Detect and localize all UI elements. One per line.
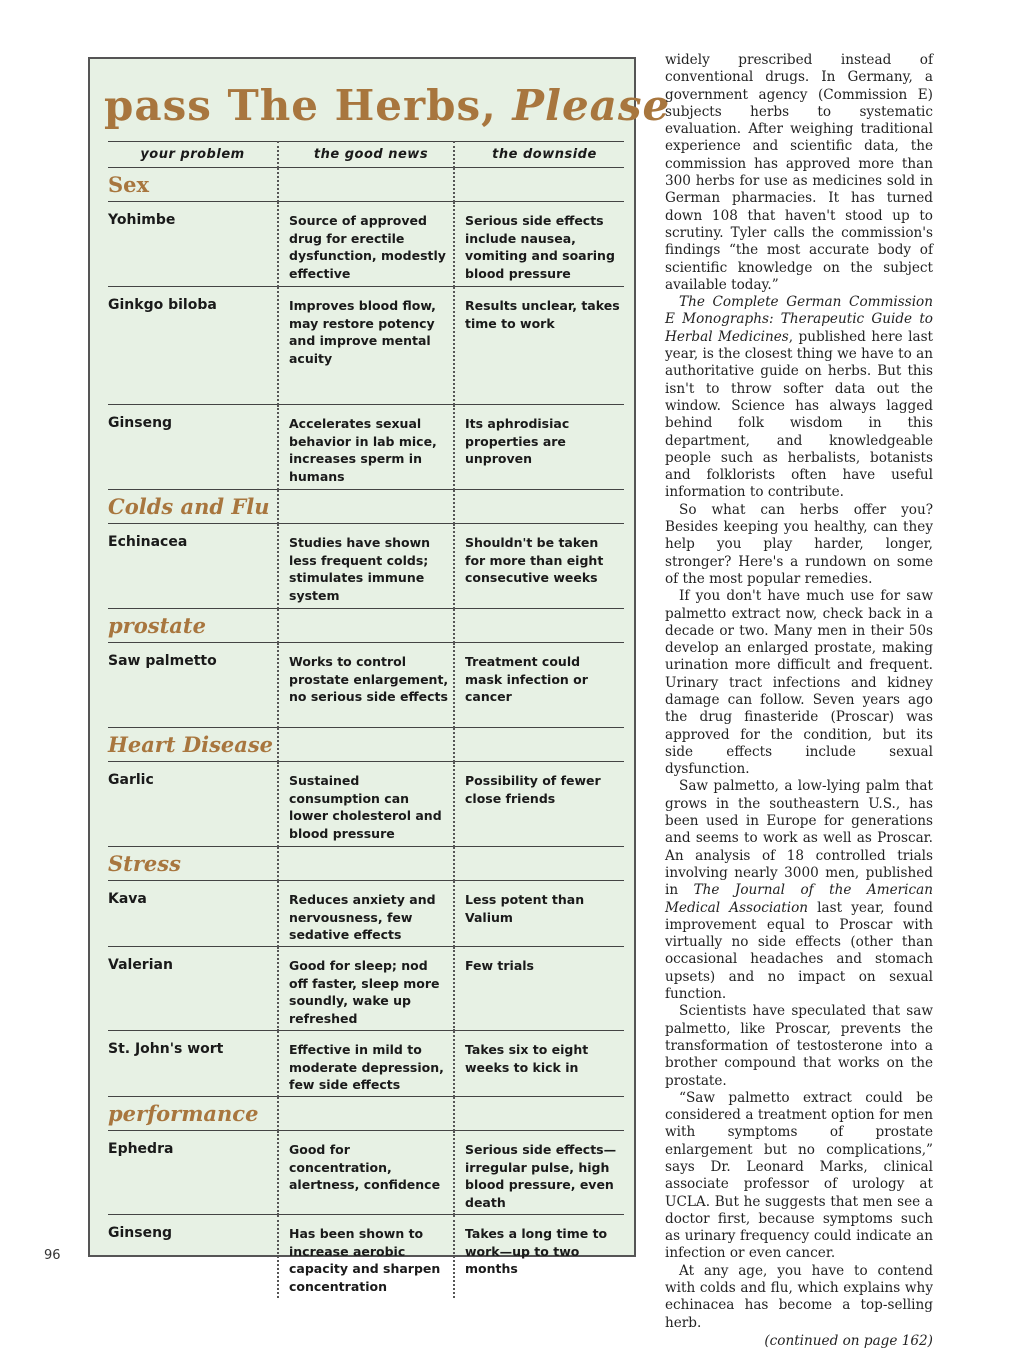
table-row (108, 1031, 624, 1097)
good-news-cell: Good for concentration, alertness, confidence (289, 1142, 441, 1192)
article-column (665, 52, 933, 1350)
herb-name: Saw palmetto (108, 653, 217, 669)
category-label: Colds and Flu (108, 494, 270, 519)
downside-cell: Results unclear, takes time to work (465, 298, 620, 331)
sidebar-title-main: pass The Herbs, (104, 81, 497, 130)
herb-name: Kava (108, 891, 147, 907)
article-paragraph (665, 294, 933, 502)
herb-name: Ginseng (108, 1225, 173, 1241)
good-news-cell: Studies have shown less frequent colds; stimulates immune system (289, 535, 431, 603)
journal-title: The Journal of the American Medical Association (665, 882, 933, 916)
category-row (108, 490, 624, 524)
table-row (108, 202, 624, 287)
article-paragraph: At any age, you have to contend with colds and flu, which explains why echinacea has become a top-selling herb. (665, 1262, 933, 1331)
continued-note: (continued on page 162) (764, 1332, 933, 1349)
article-paragraph: Saw palmetto, a low-lying palm that grows in the southeastern U.S., has been used in Europe for generations and seems to work as well as Proscar. An analysis of 18 controlled trials involving nearly 3000 men, published in The Journal of the American Medical Association last year, found improvement equal to Proscar with virtually no side effects (other than occasional headaches and stomach upsets) and no impact on sexual function. (665, 778, 933, 1003)
good-news-cell: Good for sleep; nod off faster, sleep more soundly, wake up refreshed (289, 958, 440, 1026)
article-paragraph: Scientists have speculated that saw palmetto, like Proscar, prevents the transformation of testosterone into a brother compound that works on the prostate. (665, 1003, 933, 1089)
good-news-cell: Effective in mild to moderate depression, few side effects (289, 1042, 444, 1092)
downside-cell: Few trials (465, 958, 534, 973)
header-good-news: the good news (313, 147, 429, 162)
good-news-cell: Source of approved drug for erectile dysfunction, modestly effective (289, 213, 446, 281)
article-paragraph: If you don't have much use for saw palmetto extract now, check back in a decade or two. Many men in their 50s develop an enlarged prostate, making urination more difficult and frequent. Urinary tract infections and kidney damage can follow. Seven years ago the drug finasteride (Proscar) was approved for the condition, but its side effects include sexual dysfunction. (665, 588, 933, 778)
herb-name: Garlic (108, 772, 154, 788)
category-row (108, 1097, 624, 1131)
good-news-cell: Improves blood flow, may restore potency and improve mental acuity (289, 298, 436, 366)
header-downside: the downside (492, 147, 597, 162)
table-row (108, 287, 624, 405)
downside-cell: Serious side effects—irregular pulse, high blood pressure, even death (465, 1142, 617, 1210)
sidebar-title-please: Please (496, 81, 671, 130)
downside-cell: Its aphrodisiac properties are unproven (465, 416, 570, 466)
category-row (108, 168, 624, 202)
downside-cell: Less potent than Valium (465, 892, 585, 925)
article-paragraph: widely prescribed instead of conventional drugs. In Germany, a government agency (Commission E) subjects herbs to systematic evaluation. After weighing traditional experience and scientific data, the commission has approved more than 300 herbs for use as medicines sold in German pharmacies. It has turned down 108 that haven't stood up to scrutiny. Tyler calls the commission's findings “the most accurate body of scientific knowledge on the subject available today.” (665, 52, 933, 293)
good-news-cell: Accelerates sexual behavior in lab mice, increases sperm in humans (289, 416, 437, 484)
downside-cell: Takes six to eight weeks to kick in (465, 1042, 589, 1075)
article-paragraph: So what can herbs offer you? Besides keeping you healthy, can they help you play harder, longer, stronger? Here's a rundown on some of the most popular remedies. (665, 501, 933, 587)
table-row (108, 643, 624, 728)
table-header-row (108, 142, 624, 168)
paragraph-rest: , published here last year, is the closest thing we have to an authoritative guide on herbs. But this isn't to throw softer data out the window. Science has always lagged behind folk wisdom in this department, and knowledgeable people such as herbalists, botanists and folklorists often have useful information to contribute. (665, 328, 934, 501)
category-row (108, 847, 624, 881)
downside-cell: Treatment could mask infection or cancer (465, 654, 588, 704)
good-news-cell: Works to control prostate enlargement, no serious side effects (289, 654, 449, 704)
page-number: 96 (44, 1248, 61, 1263)
herb-name: Yohimbe (108, 212, 176, 228)
table-row (108, 947, 624, 1031)
good-news-cell: Reduces anxiety and nervousness, few sedative effects (289, 892, 436, 942)
good-news-cell: Sustained consumption can lower cholesterol and blood pressure (289, 773, 442, 841)
downside-cell: Shouldn't be taken for more than eight consecutive weeks (465, 535, 604, 585)
herb-name: Ginkgo biloba (108, 297, 217, 313)
category-label: performance (108, 1101, 259, 1126)
category-row (108, 609, 624, 643)
table-row (108, 405, 624, 490)
good-news-cell: Has been shown to increase aerobic capacity and sharpen concentration (289, 1226, 441, 1294)
category-label: Sex (108, 172, 150, 197)
table-row (108, 762, 624, 847)
table-row (108, 524, 624, 609)
downside-cell: Takes a long time to work—up to two months (465, 1226, 608, 1276)
herb-name: Valerian (108, 957, 173, 973)
downside-cell: Possibility of fewer close friends (465, 773, 601, 806)
herbs-table (108, 141, 624, 1298)
category-label: Heart Disease (108, 732, 274, 757)
herb-name: Echinacea (108, 534, 188, 550)
herbs-sidebar-box (88, 57, 671, 1294)
category-label: Stress (108, 851, 181, 876)
table-row (108, 1131, 624, 1215)
herbs-table-body (108, 168, 624, 1299)
book-title: The Complete German Commission E Monographs: Therapeutic Guide to Herbal Medicines (665, 294, 933, 345)
category-label: prostate (108, 613, 206, 638)
article-paragraph: “Saw palmetto extract could be considered a treatment option for men with symptoms of prostate enlargement but no complications,” says Dr. Leonard Marks, clinical associate professor of urology at UCLA. But he suggests that men see a doctor first, because symptoms such as urinary frequency could indicate an infection or even cancer. (665, 1089, 933, 1262)
herb-name: Ephedra (108, 1141, 174, 1157)
table-row (108, 881, 624, 947)
table-row (108, 1215, 624, 1299)
herb-name: Ginseng (108, 415, 173, 431)
downside-cell: Serious side effects include nausea, vomiting and soaring blood pressure (465, 213, 615, 281)
herb-name: St. John's wort (108, 1041, 224, 1057)
category-row (108, 728, 624, 762)
sidebar-title (104, 81, 671, 131)
header-your-problem: your problem (140, 147, 245, 162)
